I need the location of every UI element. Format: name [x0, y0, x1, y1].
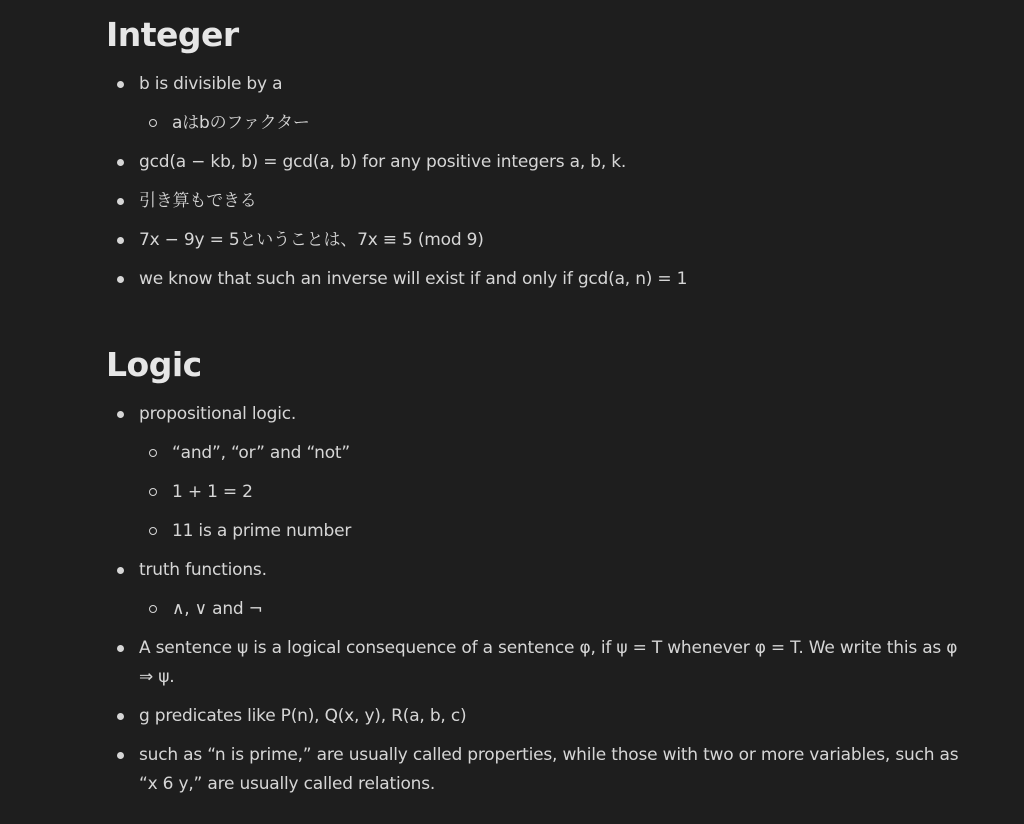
list-item: we know that such an inverse will exist if and only if gcd(a, n) = 1: [106, 265, 976, 294]
list-item: b is divisible by a: [106, 70, 976, 99]
list-item: A sentence ψ is a logical consequence of a sentence φ, if ψ = T whenever φ = T. We write this as φ ⇒ ψ.: [106, 634, 976, 692]
section-logic: [106, 340, 976, 799]
list-item: propositional logic.: [106, 400, 976, 429]
sub-list-item: ∧, ∨ and ¬: [106, 595, 976, 624]
list-item: 引き算もできる: [106, 187, 976, 216]
sub-list-item: 1 + 1 = 2: [106, 478, 976, 507]
list-item: truth functions.: [106, 556, 976, 585]
list-item: gcd(a − kb, b) = gcd(a, b) for any positive integers a, b, k.: [106, 148, 976, 177]
section-integer: [106, 10, 976, 294]
list-item: such as “n is prime,” are usually called properties, while those with two or more variables, such as “x 6 y,” are usually called relations.: [106, 741, 976, 799]
integer-list: [106, 70, 976, 294]
sub-list-item: aはbのファクター: [106, 109, 976, 138]
section-heading-integer: Integer: [106, 15, 239, 54]
list-item: 7x − 9y = 5ということは、7x ≡ 5 (mod 9): [106, 226, 976, 255]
sub-list-item: “and”, “or” and “not”: [106, 439, 976, 468]
sub-list-item: 11 is a prime number: [106, 517, 976, 546]
logic-list: [106, 400, 976, 799]
list-item: g predicates like P(n), Q(x, y), R(a, b, c): [106, 702, 976, 731]
section-heading-logic: Logic: [106, 345, 202, 384]
